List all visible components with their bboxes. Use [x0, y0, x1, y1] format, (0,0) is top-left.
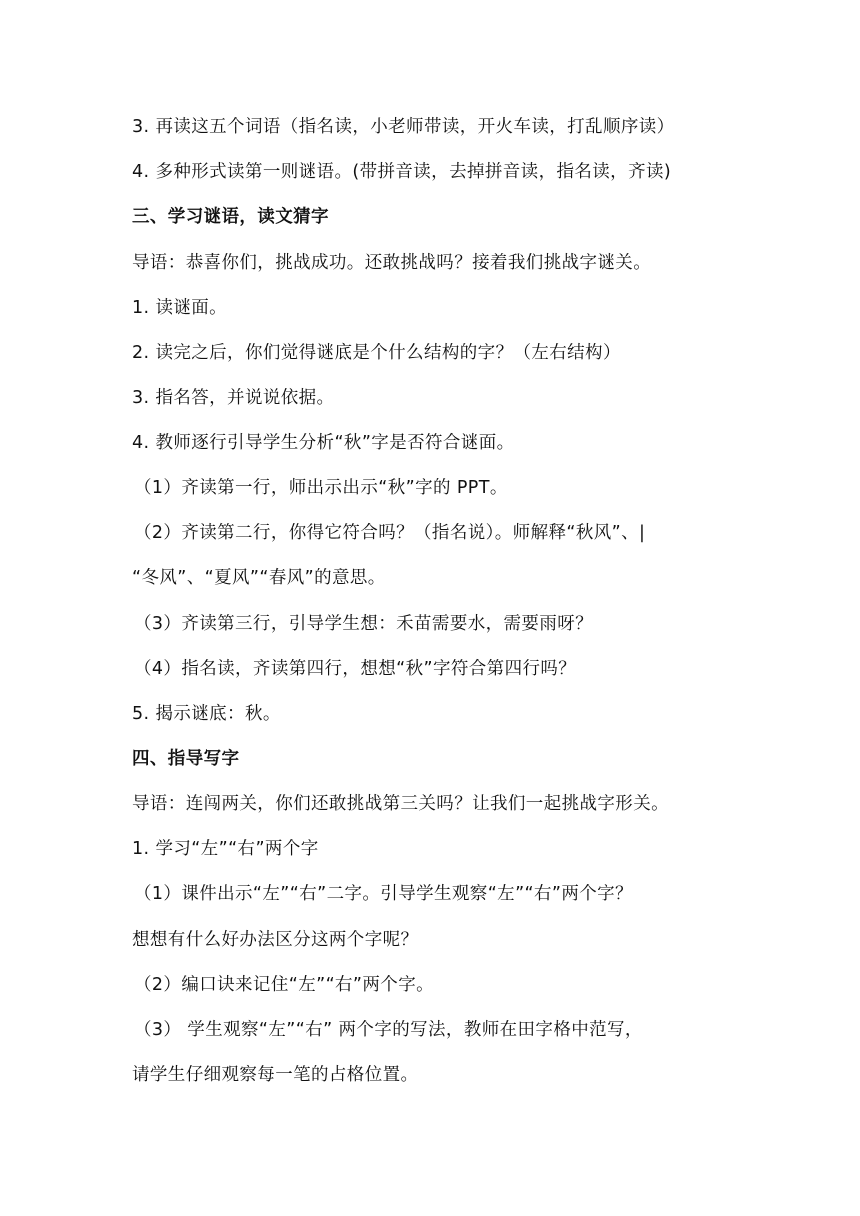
text-line: 4. 多种形式读第一则谜语。(带拼音读，去掉拼音读，指名读，齐读) — [132, 162, 672, 182]
text-line: （1）课件出示“左”“右”二字。引导学生观察“左”“右”两个字？ — [134, 884, 633, 904]
text-line: （1）齐读第一行，师出示出示“秋”字的 PPT。 — [134, 478, 508, 498]
section-heading: 三、学习谜语，读文猜字 — [132, 207, 329, 227]
text-line: 2. 读完之后，你们觉得谜底是个什么结构的字？（左右结构） — [132, 343, 621, 363]
text-line: 1. 学习“左”“右”两个字 — [132, 839, 319, 859]
text-line: （2）齐读第二行，你得它符合吗？（指名说）。师解释“秋风”、| — [134, 523, 646, 543]
text-line: （4）指名读，齐读第四行，想想“秋”字符合第四行吗？ — [134, 659, 577, 679]
text-line: 导语：恭喜你们，挑战成功。还敢挑战吗？接着我们挑战字谜关。 — [132, 253, 652, 273]
text-line: 导语：连闯两关，你们还敢挑战第三关吗？让我们一起挑战字形关。 — [132, 794, 669, 814]
text-line: 想想有什么好办法区分这两个字呢？ — [132, 930, 419, 950]
text-line: “冬风”、“夏风”“春风”的意思。 — [132, 568, 386, 588]
text-line: （3） 学生观察“左”“右” 两个字的写法，教师在田字格中范写， — [134, 1020, 643, 1040]
text-line: 1. 读谜面。 — [132, 298, 228, 318]
section-heading: 四、指导写字 — [132, 749, 240, 769]
text-line: 3. 指名答，并说说依据。 — [132, 388, 335, 408]
text-line: 3. 再读这五个词语（指名读，小老师带读，开火车读，打乱顺序读） — [132, 117, 675, 137]
text-line: 5. 揭示谜底：秋。 — [132, 704, 281, 724]
text-line: （3）齐读第三行，引导学生想：禾苗需要水，需要雨呀？ — [134, 614, 594, 634]
text-line: 请学生仔细观察每一笔的占格位置。 — [132, 1065, 419, 1085]
text-line: （2）编口诀来记住“左”“右”两个字。 — [134, 975, 434, 995]
text-line: 4. 教师逐行引导学生分析“秋”字是否符合谜面。 — [132, 433, 515, 453]
